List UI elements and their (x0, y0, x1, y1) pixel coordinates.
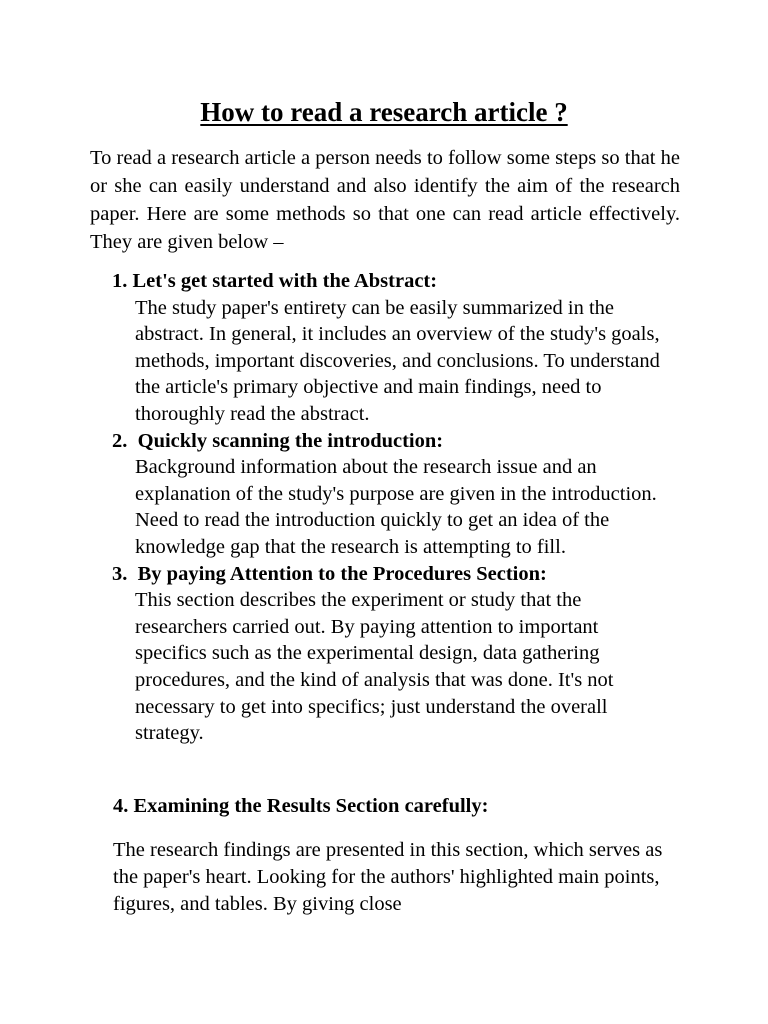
step-heading-2: 2. Quickly scanning the introduction: (112, 429, 444, 452)
step-body-2a: Background information about the research issue and an explanation of the study's purpose are given in the introduction. (135, 456, 657, 505)
step-body-1: The study paper's entirety can be easily summarized in the abstract. In general, it includes an overview of the study's goals, methods, important discoveries, and conclusions. To understand the article's primary objective and main findings, need to thoroughly read the abstract. (135, 296, 660, 425)
section-4-heading: 4. Examining the Results Section carefully: (113, 795, 489, 817)
section-4-body: The research findings are presented in this section, which serves as the paper's heart. Looking for the authors' highlighted main points, figures, and tables. By giving close (113, 839, 663, 915)
step-item-1 (112, 268, 672, 428)
step-heading-1: 1. Let's get started with the Abstract: (112, 270, 438, 292)
steps-list (112, 268, 672, 747)
step-item-2 (112, 428, 672, 561)
step-body-3: This section describes the experiment or study that the researchers carried out. By paying attention to important specifics such as the experimental design, data gathering procedures, and the kind of analysis that was done. It's not necessary to get into specifics; just understand the overall strategy. (135, 589, 614, 745)
step-heading-3: 3. By paying Attention to the Procedures Section: (112, 562, 547, 585)
document-title: How to read a research article ? (200, 97, 568, 127)
step-body-2b: Need to read the introduction quickly to get an idea of the knowledge gap that the research is attempting to fill. (135, 509, 610, 558)
step-item-3 (112, 561, 672, 747)
intro-paragraph: To read a research article a person needs to follow some steps so that he or she can easily understand and also identify the aim of the research paper. Here are some methods so that one can read article effectively. They are given below – (90, 147, 680, 253)
